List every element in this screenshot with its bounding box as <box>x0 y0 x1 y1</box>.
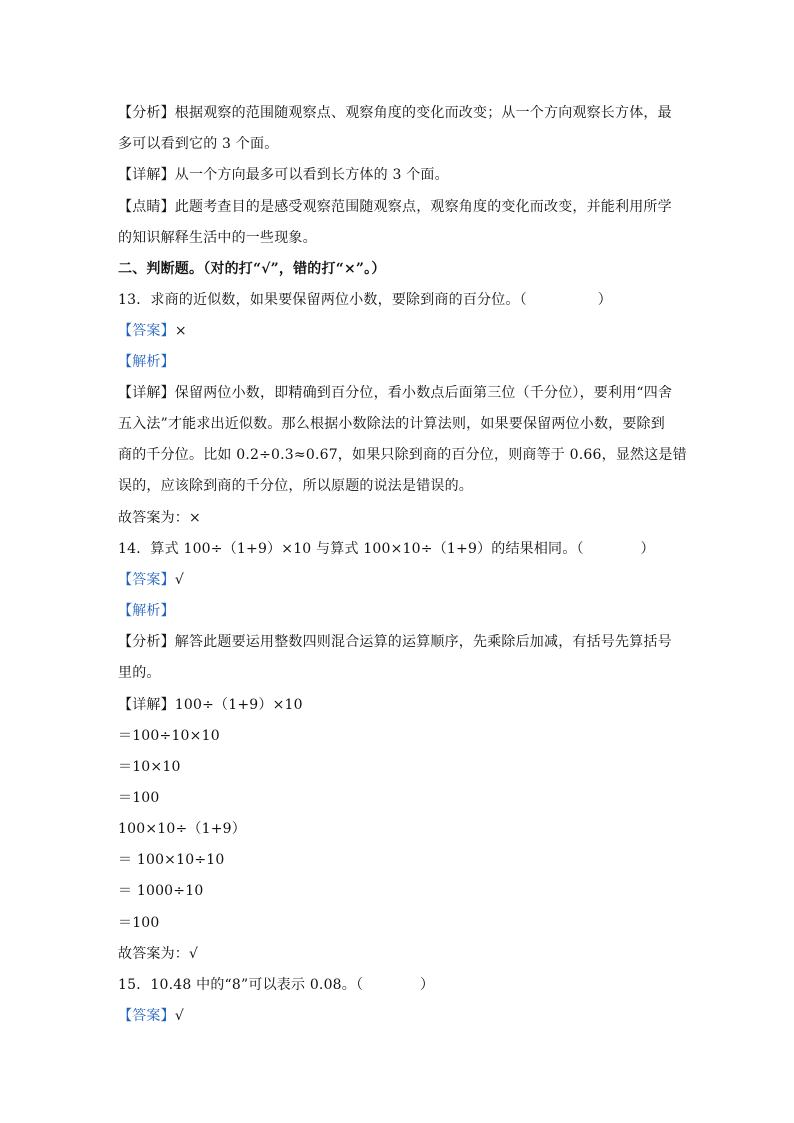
answer-tag: 【答案】 <box>118 1008 175 1024</box>
answer-14 <box>118 570 184 590</box>
detail-14-step-4: ＝100 <box>118 790 160 806</box>
answer-value: × <box>174 323 187 339</box>
detail-14-step-6: ＝ 100×10÷10 <box>118 852 225 868</box>
final-answer-13: 故答案为：× <box>118 510 201 526</box>
answer-15 <box>118 1006 184 1026</box>
section-heading: 二、判断题。（对的打“√”，错的打“×”。） <box>118 261 386 277</box>
explanation-tag-14: 【解析】 <box>118 603 175 619</box>
analysis-line-1: 【分析】根据观察的范围随观察点、观察角度的变化而改变；从一个方向观察长方体，最 <box>118 105 672 121</box>
answer-value: √ <box>174 1008 184 1024</box>
comment-line-2: 的知识解释生活中的一些现象。 <box>118 230 317 246</box>
answer-tag: 【答案】 <box>118 572 175 588</box>
detail-14-step-3: ＝10×10 <box>118 759 181 775</box>
comment-line-1: 【点睛】此题考查目的是感受观察范围随观察点，观察角度的变化而改变，并能利用所学 <box>118 199 672 215</box>
analysis-line-2: 多可以看到它的 3 个面。 <box>118 136 279 152</box>
analysis-14-line-1: 【分析】解答此题要运用整数四则混合运算的运算顺序，先乘除后加减，有括号先算括号 <box>118 634 672 650</box>
answer-tag: 【答案】 <box>118 323 175 339</box>
detail-13-line-4: 误的，应该除到商的千分位，所以原题的说法是错误的。 <box>118 478 473 494</box>
detail-14-step-2: ＝100÷10×10 <box>118 728 220 744</box>
analysis-14-line-2: 里的。 <box>118 665 161 681</box>
detail-14-step-7: ＝ 1000÷10 <box>118 883 204 899</box>
question-13: 13．求商的近似数，如果要保留两位小数，要除到商的百分位。（ ） <box>118 292 613 308</box>
detail-13-line-3: 商的千分位。比如 0.2÷0.3≈0.67，如果只除到商的百分位，则商等于 0.66，显然这是错 <box>118 447 687 463</box>
detail-line: 【详解】从一个方向最多可以看到长方体的 3 个面。 <box>118 167 449 183</box>
detail-13-line-1: 【详解】保留两位小数，即精确到百分位，看小数点后面第三位（千分位），要利用“四舍 <box>118 385 673 401</box>
detail-13-line-2: 五入法”才能求出近似数。那么根据小数除法的计算法则，如果要保留两位小数，要除到 <box>118 416 665 432</box>
explanation-tag-13: 【解析】 <box>118 354 175 370</box>
detail-14-step-8: ＝100 <box>118 915 160 931</box>
question-14: 14．算式 100÷（1+9）×10 与算式 100×10÷（1+9）的结果相同。（ ） <box>118 541 655 557</box>
detail-14-step-1: 【详解】100÷（1+9）×10 <box>118 697 303 713</box>
answer-value: √ <box>174 572 184 588</box>
question-15: 15．10.48 中的“8”可以表示 0.08。（ ） <box>118 977 435 993</box>
detail-14-step-5: 100×10÷（1+9） <box>118 821 246 837</box>
answer-13 <box>118 321 187 341</box>
final-answer-14: 故答案为：√ <box>118 946 199 962</box>
